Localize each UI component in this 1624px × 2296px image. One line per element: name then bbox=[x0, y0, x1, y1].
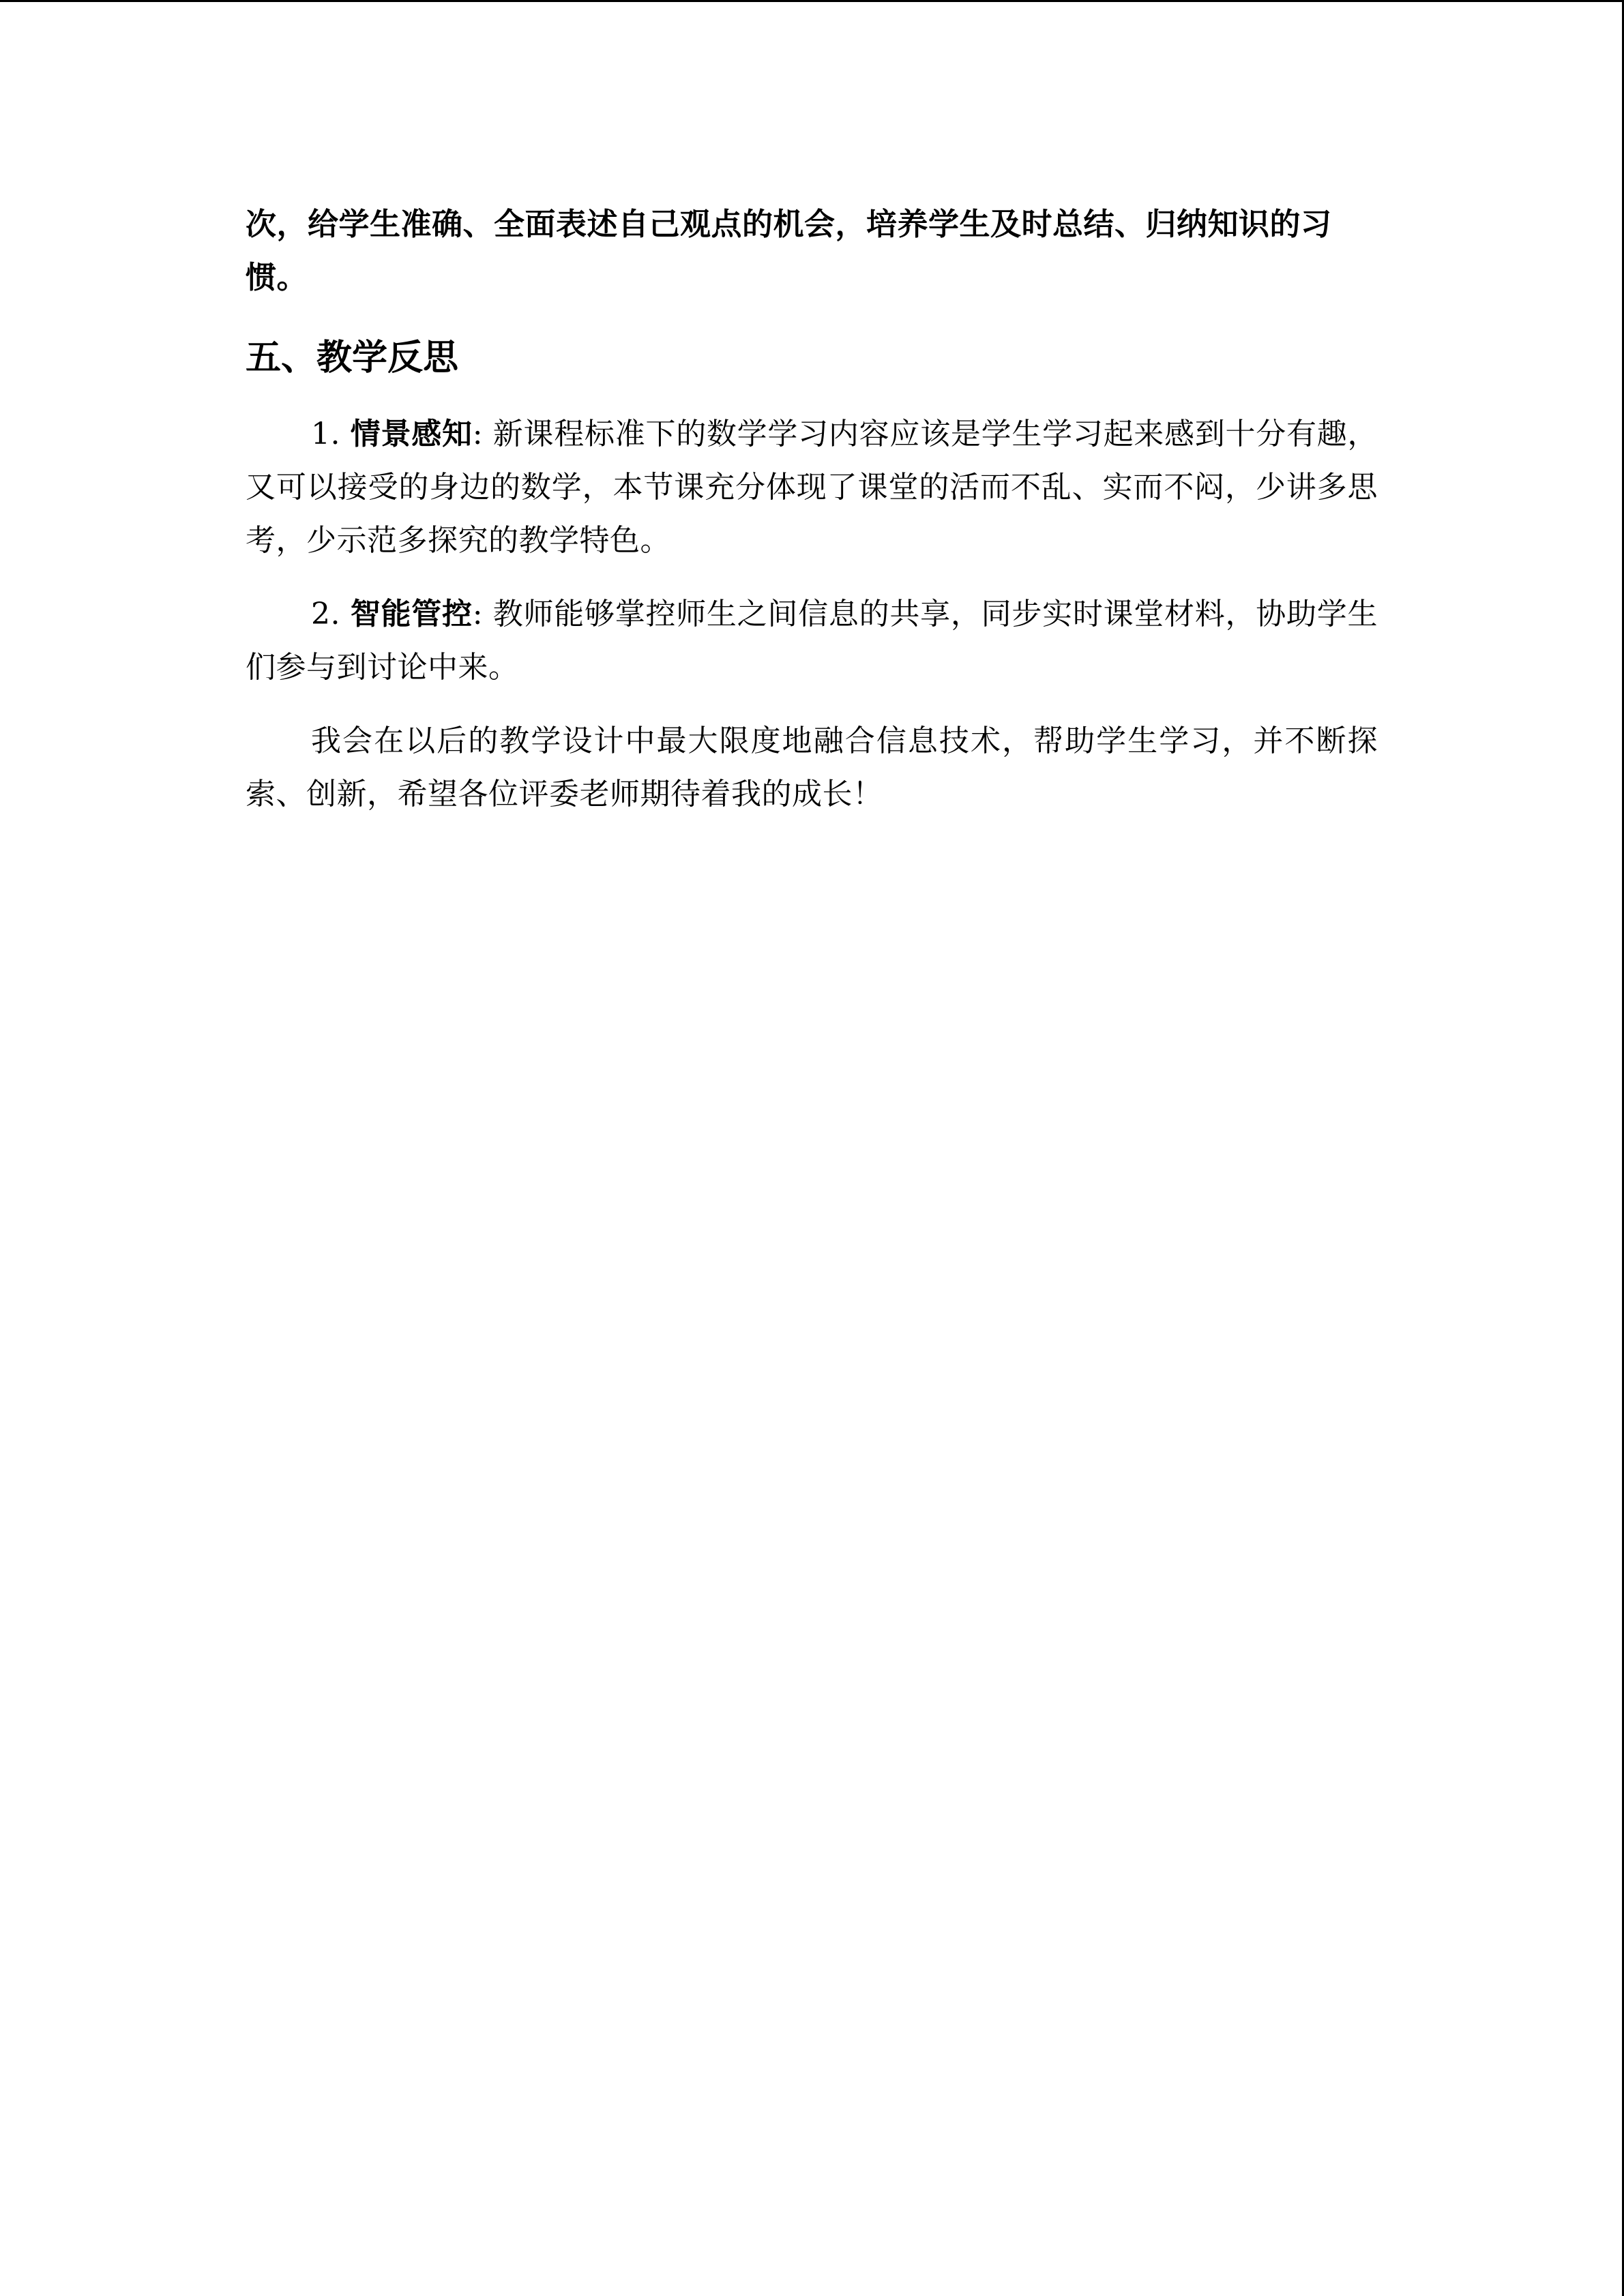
item-colon: : bbox=[472, 417, 484, 451]
item-text: 新课程标准下的数学学习内容应该是学生学习起来感到十分有趣，又可以接受的身边的数学，本节课充分体现了课堂的活而不乱、实而不闷，少讲多思考，少示范多探究的教学特色。 bbox=[246, 417, 1378, 558]
item-colon: : bbox=[472, 597, 484, 631]
item-term: 情景感知 bbox=[350, 417, 473, 451]
page-top-border bbox=[0, 0, 1624, 2]
intro-paragraph: 次，给学生准确、全面表述自己观点的机会，培养学生及时总结、归纳知识的习惯。 bbox=[246, 206, 1332, 295]
reflection-item-1 bbox=[246, 408, 1378, 567]
item-term: 智能管控 bbox=[350, 597, 473, 631]
section-heading: 五、教学反思 bbox=[246, 338, 459, 378]
item-text: 教师能够掌控师生之间信息的共享，同步实时课堂材料，协助学生们参与到讨论中来。 bbox=[246, 597, 1378, 685]
item-number: 2. bbox=[311, 597, 340, 631]
document-body bbox=[246, 198, 1378, 841]
item-number: 1. bbox=[311, 417, 340, 451]
closing-paragraph: 我会在以后的教学设计中最大限度地融合信息技术，帮助学生学习，并不断探索、创新，希望各位评委老师期待着我的成长！ bbox=[246, 724, 1378, 811]
reflection-item-2 bbox=[246, 588, 1378, 694]
